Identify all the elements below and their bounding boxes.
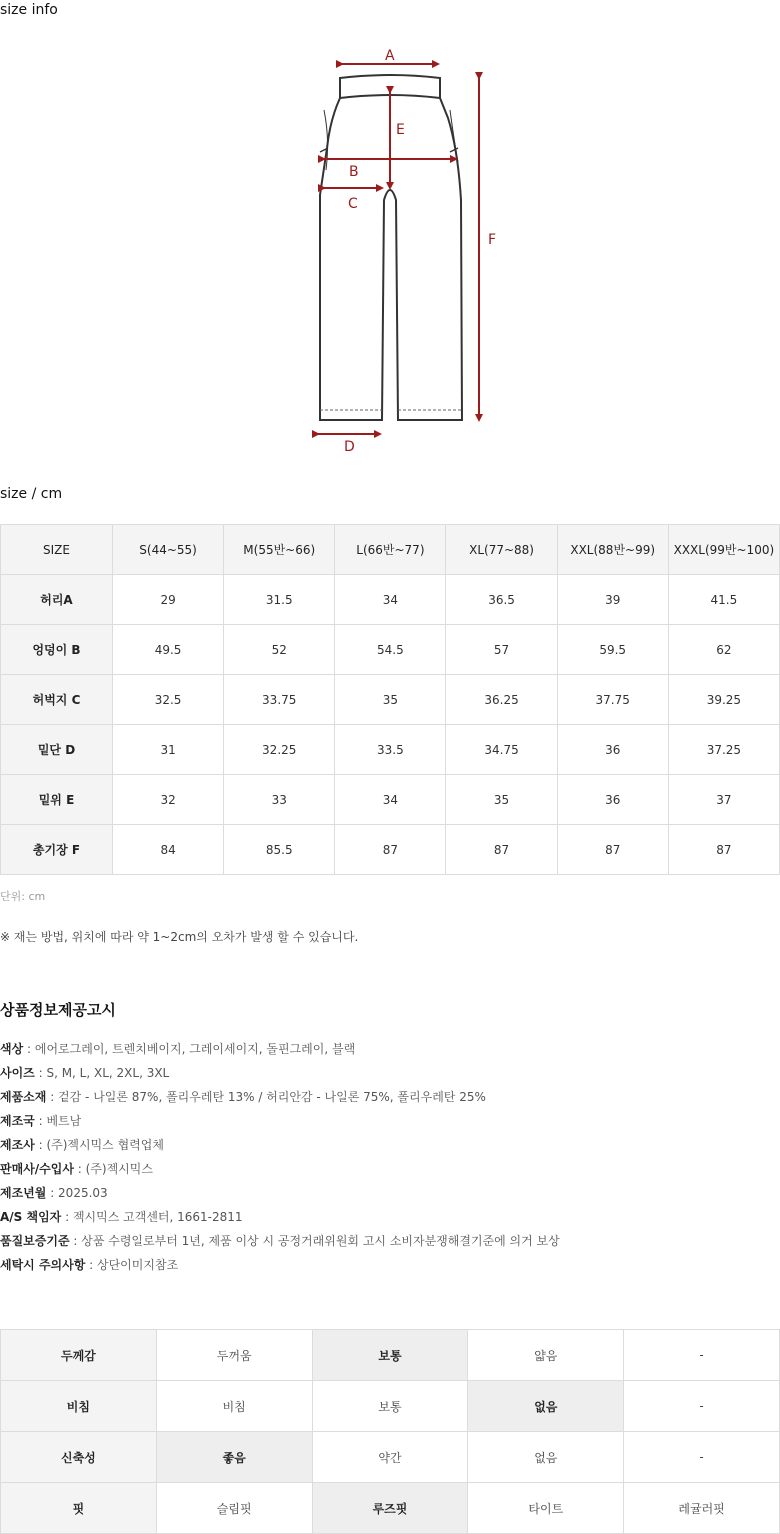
notice-value: : 상단이미지참조 <box>85 1258 179 1272</box>
feel-label: 신축성 <box>1 1432 157 1483</box>
table-cell: 36.25 <box>446 675 557 725</box>
feel-option: 루즈핏 <box>312 1483 468 1534</box>
pants-size-diagram <box>300 40 510 460</box>
header-cell: M(55반~66) <box>224 525 335 575</box>
notice-item-warranty <box>0 1232 560 1256</box>
table-cell: 36 <box>557 775 668 825</box>
notice-value: : 젝시믹스 고객센터, 1661-2811 <box>61 1210 243 1224</box>
table-row <box>1 1432 780 1483</box>
notice-key: 품질보증기준 <box>0 1234 70 1248</box>
size-cm-title: size / cm <box>0 486 63 502</box>
feel-label: 두께감 <box>1 1330 157 1381</box>
notice-item-size <box>0 1064 560 1088</box>
table-cell: 39 <box>557 575 668 625</box>
table-row <box>1 825 780 875</box>
feel-option: 약간 <box>312 1432 468 1483</box>
notice-value: : (주)젝시믹스 협력업체 <box>34 1138 164 1152</box>
feel-option: 없음 <box>468 1381 624 1432</box>
label-a: A <box>385 48 395 64</box>
size-table-header <box>1 525 780 575</box>
table-cell: 59.5 <box>557 625 668 675</box>
table-cell: 34 <box>335 775 446 825</box>
notice-key: 제조국 <box>0 1114 35 1128</box>
table-cell: 31.5 <box>224 575 335 625</box>
feel-option: 얇음 <box>468 1330 624 1381</box>
table-row <box>1 675 780 725</box>
notice-item-country <box>0 1112 560 1136</box>
row-label: 총기장 F <box>1 825 113 875</box>
header-cell: L(66반~77) <box>335 525 446 575</box>
table-cell: 37.25 <box>668 725 779 775</box>
table-cell: 36 <box>557 725 668 775</box>
notice-item-as <box>0 1208 560 1232</box>
feel-option: 없음 <box>468 1432 624 1483</box>
notice-key: 제품소재 <box>0 1090 47 1104</box>
label-f: F <box>488 232 497 248</box>
row-label: 밑단 D <box>1 725 113 775</box>
notice-title: 상품정보제공고시 <box>0 1001 116 1019</box>
row-label: 엉덩이 B <box>1 625 113 675</box>
feel-option: 슬림핏 <box>156 1483 312 1534</box>
table-cell: 87 <box>446 825 557 875</box>
table-row <box>1 725 780 775</box>
header-cell: SIZE <box>1 525 113 575</box>
table-cell: 39.25 <box>668 675 779 725</box>
size-table <box>0 524 780 875</box>
table-row <box>1 775 780 825</box>
table-cell: 35 <box>335 675 446 725</box>
header-cell: XXXL(99반~100) <box>668 525 779 575</box>
table-cell: 37 <box>668 775 779 825</box>
table-cell: 49.5 <box>113 625 224 675</box>
notice-key: 제조년월 <box>0 1186 47 1200</box>
notice-key: 제조사 <box>0 1138 35 1152</box>
table-row <box>1 1483 780 1534</box>
table-cell: 85.5 <box>224 825 335 875</box>
notice-value: : S, M, L, XL, 2XL, 3XL <box>34 1066 170 1080</box>
table-row <box>1 575 780 625</box>
table-row <box>1 1381 780 1432</box>
table-cell: 35 <box>446 775 557 825</box>
row-label: 허리A <box>1 575 113 625</box>
feel-label: 비침 <box>1 1381 157 1432</box>
label-b: B <box>349 164 359 180</box>
table-cell: 33.5 <box>335 725 446 775</box>
table-cell: 32 <box>113 775 224 825</box>
notice-item-seller <box>0 1160 560 1184</box>
table-cell: 32.25 <box>224 725 335 775</box>
notice-key: 색상 <box>0 1042 24 1056</box>
table-row <box>1 1330 780 1381</box>
notice-item-date <box>0 1184 560 1208</box>
table-cell: 87 <box>668 825 779 875</box>
table-cell: 57 <box>446 625 557 675</box>
notice-item-manufacturer <box>0 1136 560 1160</box>
unit-label: 단위: cm <box>0 890 46 903</box>
table-row <box>1 625 780 675</box>
row-label: 허벅지 C <box>1 675 113 725</box>
label-d: D <box>344 439 355 455</box>
feel-option: - <box>624 1330 780 1381</box>
row-label: 밑위 E <box>1 775 113 825</box>
table-cell: 29 <box>113 575 224 625</box>
feel-option: 레귤러핏 <box>624 1483 780 1534</box>
table-cell: 41.5 <box>668 575 779 625</box>
label-e: E <box>396 122 405 138</box>
feel-option: 비침 <box>156 1381 312 1432</box>
table-cell: 62 <box>668 625 779 675</box>
header-cell: XXL(88반~99) <box>557 525 668 575</box>
table-cell: 31 <box>113 725 224 775</box>
notice-item-color <box>0 1040 560 1064</box>
table-cell: 37.75 <box>557 675 668 725</box>
notice-value: : 베트남 <box>34 1114 82 1128</box>
table-cell: 33 <box>224 775 335 825</box>
fabric-feel-table <box>0 1329 780 1534</box>
feel-option: 보통 <box>312 1330 468 1381</box>
size-info-title: size info <box>0 2 58 18</box>
table-cell: 54.5 <box>335 625 446 675</box>
table-cell: 84 <box>113 825 224 875</box>
table-cell: 52 <box>224 625 335 675</box>
notice-value: : 겉감 - 나일론 87%, 폴리우레탄 13% / 허리안감 - 나일론 75%, 폴리우레탄 25% <box>46 1090 486 1104</box>
feel-option: - <box>624 1432 780 1483</box>
table-cell: 32.5 <box>113 675 224 725</box>
notice-value: : 2025.03 <box>46 1186 108 1200</box>
feel-option: - <box>624 1381 780 1432</box>
header-cell: XL(77~88) <box>446 525 557 575</box>
table-cell: 87 <box>557 825 668 875</box>
notice-item-material <box>0 1088 560 1112</box>
notice-key: A/S 책임자 <box>0 1210 62 1224</box>
feel-label: 핏 <box>1 1483 157 1534</box>
label-c: C <box>348 196 358 212</box>
measurement-note: ※ 재는 방법, 위치에 따라 약 1~2cm의 오차가 발생 할 수 있습니다. <box>0 930 359 944</box>
table-cell: 87 <box>335 825 446 875</box>
table-cell: 36.5 <box>446 575 557 625</box>
table-cell: 34.75 <box>446 725 557 775</box>
notice-value: : (주)젝시믹스 <box>73 1162 153 1176</box>
notice-value: : 상품 수령일로부터 1년, 제품 이상 시 공정거래위원회 고시 소비자분쟁해결기준에 의거 보상 <box>69 1234 560 1248</box>
table-cell: 33.75 <box>224 675 335 725</box>
product-notice-list <box>0 1040 560 1280</box>
table-cell: 34 <box>335 575 446 625</box>
notice-key: 세탁시 주의사항 <box>0 1258 86 1272</box>
notice-key: 사이즈 <box>0 1066 35 1080</box>
feel-option: 좋음 <box>156 1432 312 1483</box>
header-cell: S(44~55) <box>113 525 224 575</box>
feel-option: 타이트 <box>468 1483 624 1534</box>
feel-option: 두꺼움 <box>156 1330 312 1381</box>
notice-item-washing <box>0 1256 560 1280</box>
notice-key: 판매사/수입사 <box>0 1162 74 1176</box>
feel-option: 보통 <box>312 1381 468 1432</box>
notice-value: : 에어로그레이, 트렌치베이지, 그레이세이지, 돌핀그레이, 블랙 <box>23 1042 356 1056</box>
